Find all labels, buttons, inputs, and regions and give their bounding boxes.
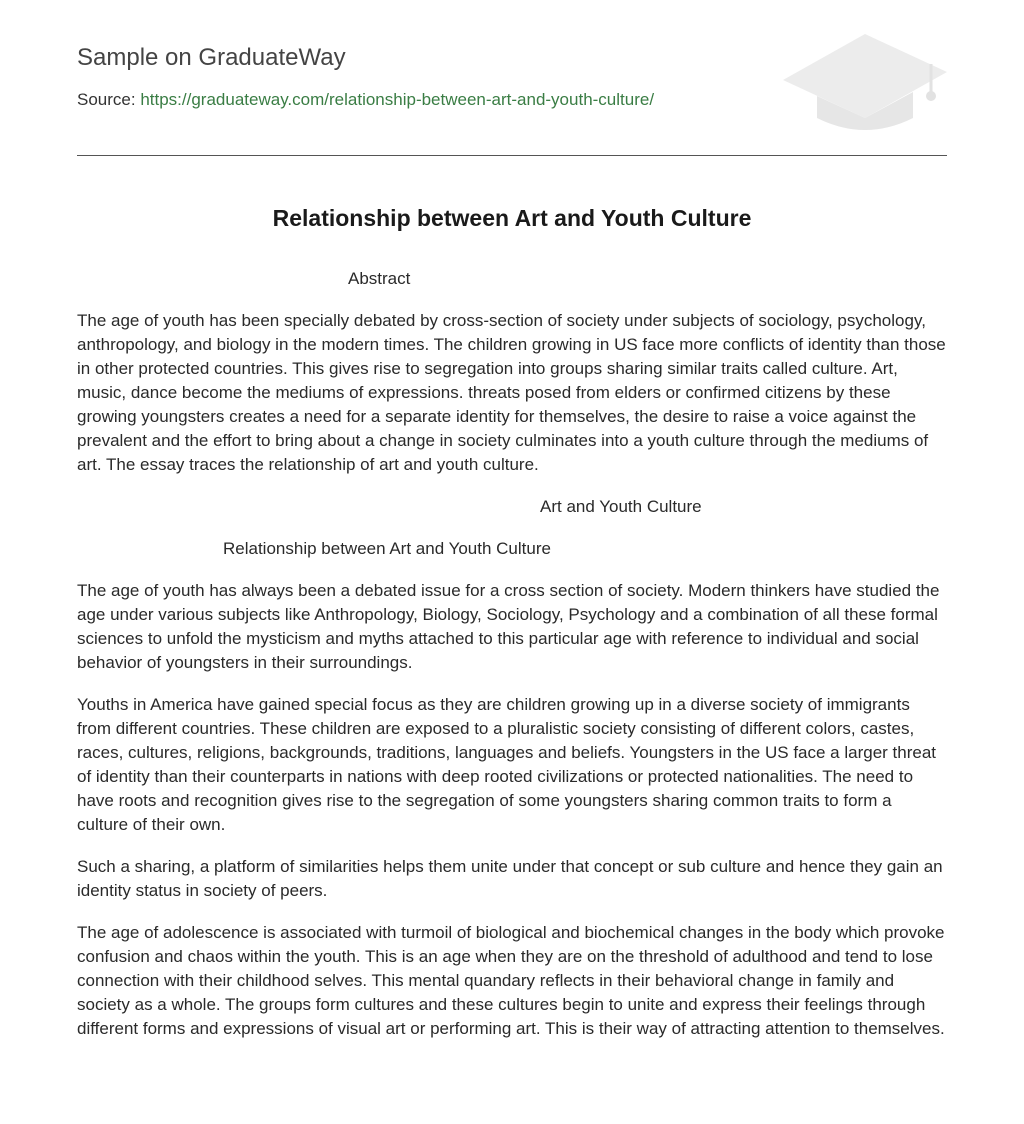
- page-title: Relationship between Art and Youth Culture: [272, 205, 752, 231]
- section-subtitle: Art and Youth Culture: [540, 497, 702, 516]
- source-label: Source:: [77, 90, 136, 109]
- abstract-paragraph: The age of youth has been specially debated by cross-section of society under subjects of sociology, psychology, anthropology, and biology in the modern times. The children growing in US face more conflicts of identity than those in other protected countries. This gives rise to segregation into groups sharing similar traits called culture. Art, music, dance become the mediums of expressions. threats posed from elders or confirmed citizens by these growing youngsters creates a need for a separate identity for themselves, the desire to raise a voice against the prevalent and the effort to bring about a change in society culminates into a youth culture through the mediums of art. The essay traces the relationship of art and youth culture.: [77, 311, 946, 474]
- source-line: [77, 90, 654, 110]
- source-link[interactable]: https://graduateway.com/relationship-between-art-and-youth-culture/: [140, 90, 655, 109]
- header-divider: [77, 155, 947, 156]
- body-paragraph: The age of adolescence is associated with turmoil of biological and biochemical changes in the body which provoke confusion and chaos within the youth. This is an age when they are on the threshold of adulthood and tend to lose connection with their childhood selves. This mental quandary reflects in their behavioral change in family and society as a whole. The groups form cultures and these cultures begin to unite and express their feelings through different forms and expressions of visual art or performing art. This is their way of attracting attention to themselves.: [77, 923, 945, 1038]
- body-paragraph: Youths in America have gained special focus as they are children growing up in a diverse society of immigrants from different countries. These children are exposed to a pluralistic society consisting of different colors, castes, races, cultures, religions, backgrounds, traditions, languages and beliefs. Youngsters in the US face a larger threat of identity than their counterparts in nations with deep rooted civilizations or protected nationalities. The need to have roots and recognition gives rise to the segregation of some youngsters sharing common traits to form a culture of their own.: [77, 695, 937, 834]
- abstract-heading: Abstract: [348, 269, 411, 288]
- site-name: Sample on GraduateWay: [77, 44, 346, 71]
- section-subtitle: Relationship between Art and Youth Culture: [223, 539, 551, 558]
- body-paragraph: Such a sharing, a platform of similarities helps them unite under that concept or sub culture and hence they gain an identity status in society of peers.: [77, 857, 943, 900]
- graduation-cap-icon: [781, 30, 949, 134]
- body-paragraph: The age of youth has always been a debated issue for a cross section of society. Modern thinkers have studied the age under various subjects like Anthropology, Biology, Sociology, Psychology and a combination of all these formal sciences to unfold the mysticism and myths attached to this particular age with reference to individual and social behavior of youngsters in their surroundings.: [77, 581, 940, 672]
- article-body: [77, 267, 947, 1059]
